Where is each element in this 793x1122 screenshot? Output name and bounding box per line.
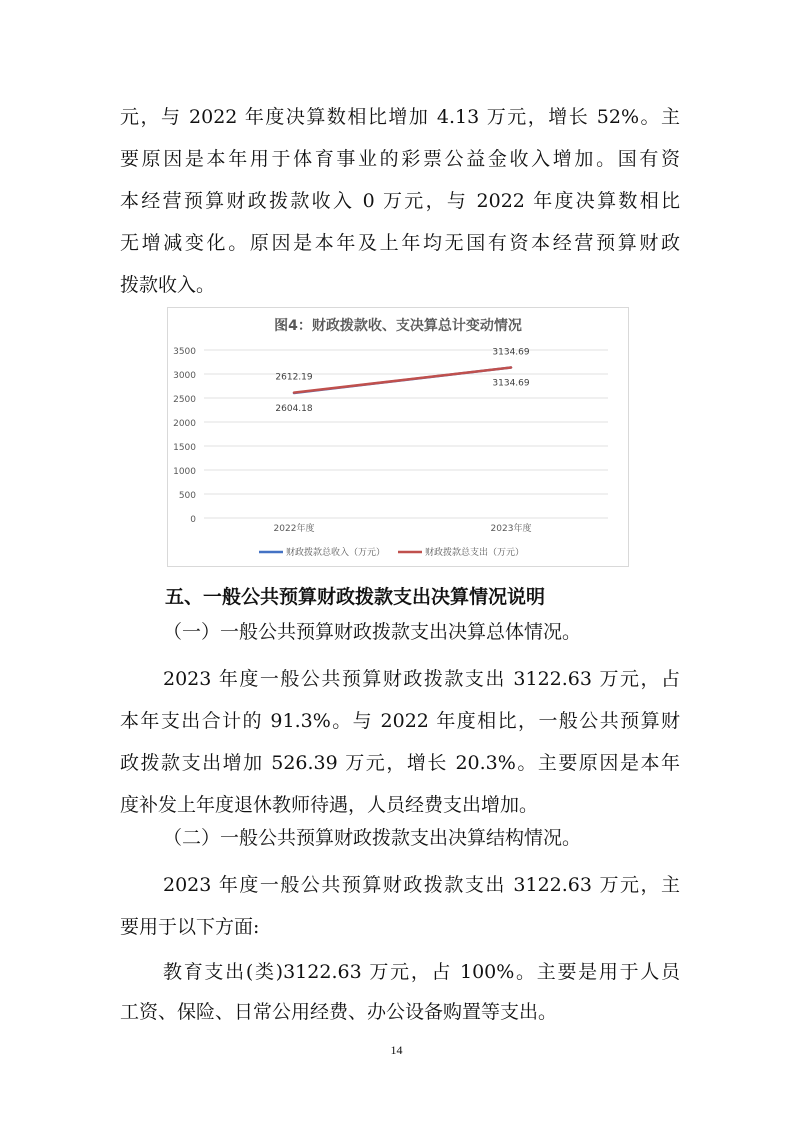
x-tick-label: 2022年度 xyxy=(273,524,315,534)
chart-svg xyxy=(168,308,628,566)
data-label: 3134.69 xyxy=(492,378,530,389)
y-tick-label: 500 xyxy=(178,491,196,501)
legend-label: 财政拨款总收入（万元） xyxy=(286,548,386,558)
series-line-2 xyxy=(294,368,511,393)
paragraph-line: 元，与 2022 年度决算数相比增加 4.13 万元，增长 52%。主 xyxy=(120,106,680,128)
y-tick-label: 1000 xyxy=(173,467,196,477)
data-label: 3134.69 xyxy=(492,347,530,358)
section-heading: 五、一般公共预算财政拨款支出决算情况说明 xyxy=(165,586,546,608)
paragraph-line: 本经营预算财政拨款收入 0 万元，与 2022 年度决算数相比 xyxy=(120,190,680,212)
paragraph-line: 教育支出(类)3122.63 万元，占 100%。主要是用于人员 xyxy=(163,961,680,983)
paragraph-line: 政拨款支出增加 526.39 万元，增长 20.3%。主要原因是本年 xyxy=(120,752,680,774)
y-tick-label: 2500 xyxy=(173,395,196,405)
chart-title: 图4：财政拨款收、支决算总计变动情况 xyxy=(274,318,522,334)
paragraph-line: 要用于以下方面: xyxy=(120,916,260,938)
y-tick-label: 2000 xyxy=(173,419,196,429)
y-tick-label: 3500 xyxy=(173,347,196,357)
data-label: 2604.18 xyxy=(275,403,313,414)
paragraph-line: 2023 年度一般公共预算财政拨款支出 3122.63 万元，主 xyxy=(163,874,680,896)
x-tick-label: 2023年度 xyxy=(490,524,532,534)
paragraph-line: 拨款收入。 xyxy=(120,274,216,296)
y-tick-label: 1500 xyxy=(173,443,196,453)
line-chart xyxy=(167,307,629,567)
paragraph-line: 2023 年度一般公共预算财政拨款支出 3122.63 万元，占 xyxy=(163,668,680,690)
page-number: 14 xyxy=(390,1043,403,1057)
subsection-heading: （二）一般公共预算财政拨款支出决算结构情况。 xyxy=(163,827,582,849)
paragraph-line: 度补发上年度退休教师待遇，人员经费支出增加。 xyxy=(120,794,539,816)
y-tick-label: 0 xyxy=(190,515,196,525)
y-tick-label: 3000 xyxy=(173,371,196,381)
paragraph-line: 工资、保险、日常公用经费、办公设备购置等支出。 xyxy=(120,1001,558,1023)
paragraph-line: 要原因是本年用于体育事业的彩票公益金收入增加。国有资 xyxy=(120,148,680,170)
subsection-heading: （一）一般公共预算财政拨款支出决算总体情况。 xyxy=(163,621,582,643)
paragraph-line: 本年支出合计的 91.3%。与 2022 年度相比，一般公共预算财 xyxy=(120,710,680,732)
paragraph-line: 无增减变化。原因是本年及上年均无国有资本经营预算财政 xyxy=(120,232,680,254)
data-label: 2612.19 xyxy=(275,372,313,383)
legend-label: 财政拨款总支出（万元） xyxy=(425,548,525,558)
